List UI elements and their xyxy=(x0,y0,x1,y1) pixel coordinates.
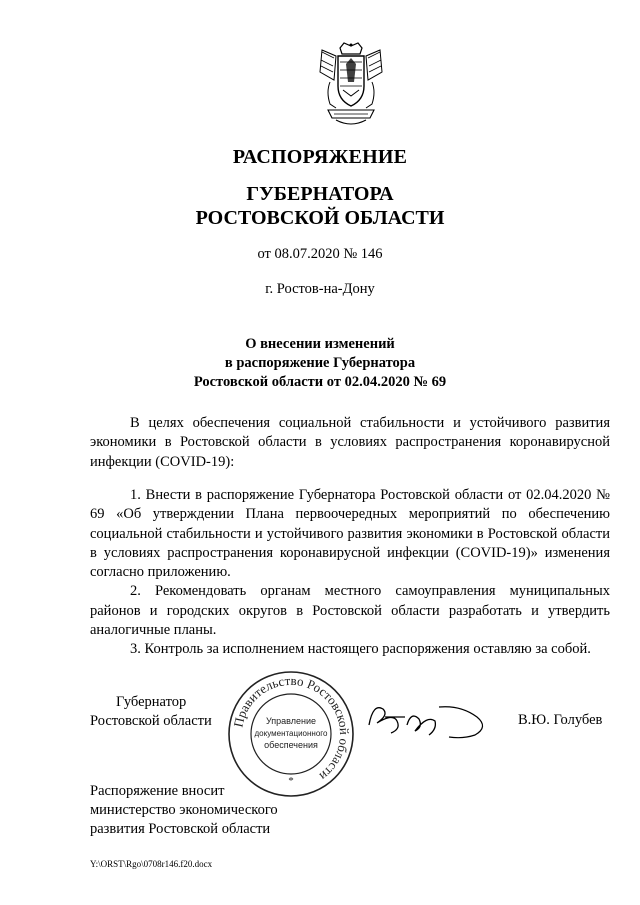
stamp-inner-line-3: обеспечения xyxy=(264,740,318,750)
file-path: Y:\ORST\Rgo\0708r146.f20.docx xyxy=(90,859,213,869)
document-city: г. Ростов-на-Дону xyxy=(265,281,375,297)
document-date-number: от 08.07.2020 № 146 xyxy=(257,246,383,262)
stamp-inner-line-1: Управление xyxy=(265,716,317,726)
stamp-star: * xyxy=(288,775,294,787)
handwritten-signature xyxy=(365,695,495,745)
issuer-title xyxy=(0,182,640,230)
item-2: 2. Рекомендовать органам местного самоуправления муниципальных районов и городских округов в Ростовской области разработать и утвердить аналогичные планы. xyxy=(90,583,610,639)
stamp-inner-line-2: документационного xyxy=(254,729,328,738)
item-1: 1. Внести в распоряжение Губернатора Ростовской области от 02.04.2020 № 69 «Об утверждении Плана первоочередных мероприятий по обеспечению социальной стабильности и устойчивого развития экономики в Ростовской области в условиях распространения коронавирусной инфекции (COVID-19)» изменения согласно приложению. xyxy=(90,487,610,581)
submitter-line-1: Распоряжение вносит xyxy=(90,783,225,799)
intro-text: В целях обеспечения социальной стабильности и устойчивого развития экономики в Ростовской области в условиях распространения коронавирусной инфекции (COVID-19): xyxy=(90,415,610,470)
signatory-name: В.Ю. Голубев xyxy=(518,712,603,728)
intro-paragraph xyxy=(90,414,610,472)
submitter-line-2: министерство экономического xyxy=(90,802,278,818)
item-3: 3. Контроль за исполнением настоящего распоряжения оставляю за собой. xyxy=(130,641,591,658)
document-type-title: РАСПОРЯЖЕНИЕ xyxy=(232,146,408,168)
submitter-note xyxy=(90,782,278,839)
issuer-line-1: ГУБЕРНАТОРА xyxy=(246,183,394,205)
submitter-line-3: развития Ростовской области xyxy=(90,821,271,837)
stamp-ring-text: Правительство Ростовской области xyxy=(230,672,353,785)
position-line-2: Ростовской области xyxy=(90,713,212,729)
rostov-coat-of-arms-icon xyxy=(316,42,386,128)
official-stamp xyxy=(226,669,356,799)
numbered-items xyxy=(90,486,610,660)
issuer-line-2: РОСТОВСКОЙ ОБЛАСТИ xyxy=(195,207,445,229)
document-subject xyxy=(0,335,640,392)
subject-line-2: в распоряжение Губернатора xyxy=(224,355,416,371)
signatory-position xyxy=(90,693,212,731)
subject-line-1: О внесении изменений xyxy=(245,336,395,352)
subject-line-3: Ростовской области от 02.04.2020 № 69 xyxy=(193,374,447,390)
position-line-1: Губернатор xyxy=(116,694,187,710)
